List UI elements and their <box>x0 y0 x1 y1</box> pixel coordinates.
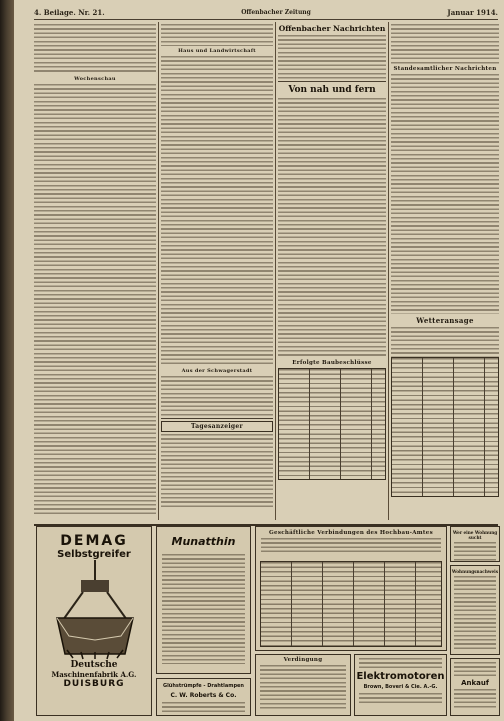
column-3-title: Offenbacher Nachrichten <box>278 24 386 33</box>
book-binding <box>0 0 14 721</box>
tender-heading: Verdingung <box>283 657 323 663</box>
column-2-text-a <box>161 56 273 366</box>
column-3-table <box>278 368 386 480</box>
grab-bucket-illustration <box>37 560 153 660</box>
column-2-text-b <box>161 376 273 416</box>
header-masthead: Offenbacher Zeitung <box>241 9 311 16</box>
column-divider <box>158 22 159 520</box>
column-3-subtitle: Von nah und fern <box>288 85 376 95</box>
column-4 <box>391 24 499 520</box>
tender-notice <box>255 654 351 716</box>
page-header <box>34 6 498 20</box>
small-advert-listing <box>450 565 500 655</box>
housing-advert-text <box>454 542 496 562</box>
column-1-heading: Wochenschau <box>74 76 116 82</box>
demag-product: Selbstgreifer <box>57 549 131 560</box>
electromotor-text-top <box>359 658 442 668</box>
notice-intro <box>261 538 441 552</box>
column-2-heading-1: Haus und Landwirtschaft <box>178 48 256 54</box>
column-2-heading-2: Tagesanzeiger <box>161 421 273 432</box>
column-4-weather-table <box>391 357 499 497</box>
column-2-text-top <box>161 24 273 46</box>
column-3 <box>278 24 386 520</box>
notice-table <box>260 561 442 647</box>
column-4-text-b <box>391 327 499 357</box>
electromotor-advert <box>354 654 447 716</box>
building-office-notice <box>255 526 447 651</box>
column-3-text-top <box>278 35 386 79</box>
mid-advert-text <box>162 554 245 664</box>
column-3-table-wrap <box>278 368 386 480</box>
column-2-heading-3: Aus der Schwagerstadt <box>181 368 253 374</box>
column-divider <box>275 22 276 520</box>
electromotor-title: Elektromotoren <box>356 671 445 682</box>
column-1-text-body <box>34 84 156 514</box>
housing-advert-title: Wer eine Wohnung sucht <box>452 530 498 540</box>
tender-text <box>260 665 346 711</box>
column-4-text-a <box>391 74 499 314</box>
column-3-table-heading: Erfolgte Baubeschlüsse <box>292 360 372 366</box>
column-2-rule <box>161 418 273 419</box>
column-2-text-c <box>161 434 273 509</box>
header-issue: 4. Beilage. Nr. 21. <box>34 8 105 17</box>
newspaper-page <box>14 0 504 721</box>
listing-advert-text <box>454 576 496 650</box>
listing-advert-title: Wohnungsnachweis <box>451 569 499 574</box>
lamp-advert-company: C. W. Roberts & Co. <box>170 692 237 699</box>
demag-brand: DEMAG <box>60 533 128 549</box>
lamp-advert-text <box>162 702 245 714</box>
small-advert-housing <box>450 526 500 562</box>
notice-title: Geschäftliche Verbindungen des Hochbau-Amtes <box>269 530 433 536</box>
demag-company-line-2: Maschinenfabrik A.G. <box>51 670 137 679</box>
column-4-heading-1: Standesamtlicher Nachrichten <box>393 66 497 72</box>
purchase-advert-text <box>454 689 496 709</box>
column-3-rule <box>278 81 386 82</box>
column-3-text-a <box>278 98 386 358</box>
lamp-advert <box>156 678 251 716</box>
column-4-heading-2: Wetteransage <box>416 316 474 325</box>
column-2 <box>161 24 273 520</box>
column-divider <box>388 22 389 520</box>
purchase-advert-text-top <box>454 662 496 676</box>
electromotor-company: Brown, Boveri & Cie. A.-G. <box>363 684 438 690</box>
purchase-advert-title: Ankauf <box>461 679 489 687</box>
lamp-advert-title: Glühstrümpfe - Drahtlampen <box>162 683 244 689</box>
demag-city: DUISBURG <box>63 679 125 689</box>
mid-advert <box>156 526 251 674</box>
small-advert-purchase <box>450 658 500 716</box>
demag-advert <box>36 526 152 716</box>
demag-company-line-1: Deutsche <box>70 660 118 670</box>
mid-advert-title: Munatthin <box>171 535 236 548</box>
header-date: Januar 1914. <box>447 8 498 17</box>
column-4-text-top <box>391 24 499 64</box>
column-1-text-top <box>34 24 156 74</box>
electromotor-text-bottom <box>359 693 442 703</box>
column-1 <box>34 24 156 520</box>
column-4-table-wrap <box>391 357 499 497</box>
